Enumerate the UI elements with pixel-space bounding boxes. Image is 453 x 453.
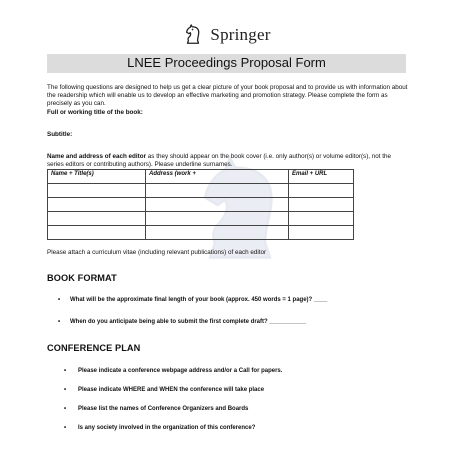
book-format-heading: BOOK FORMAT xyxy=(47,273,117,283)
conference-organizers-item: Please list the names of Conference Organizers and Boards xyxy=(78,406,249,412)
header-address: Address (work + xyxy=(146,170,289,184)
editors-label-rest: as they should appear on the book cover (i.e. only author(s) or volume editor(s), not the series editors or contributing authors). Please underline surnames. xyxy=(47,153,392,169)
cv-note: Please attach a curriculum vitae (including relevant publications) of each editor xyxy=(47,249,267,256)
bullet-icon: • xyxy=(64,425,67,431)
cell-address[interactable] xyxy=(146,226,289,240)
cell-name[interactable] xyxy=(48,198,146,212)
cell-email[interactable] xyxy=(289,184,354,198)
header-name: Name + Title(s) xyxy=(48,170,146,184)
conference-webpage-item: Please indicate a conference webpage address and/or a Call for papers. xyxy=(78,368,283,374)
draft-date-question: When do you anticipate being able to submit the first complete draft? ___________ xyxy=(70,319,307,325)
table-row xyxy=(48,184,354,198)
cell-address[interactable] xyxy=(146,212,289,226)
table-row xyxy=(48,226,354,240)
cell-name[interactable] xyxy=(48,212,146,226)
bullet-icon: • xyxy=(64,368,67,374)
cell-email[interactable] xyxy=(289,198,354,212)
bullet-icon: • xyxy=(64,406,67,412)
header-email: Email + URL xyxy=(289,170,354,184)
cell-email[interactable] xyxy=(289,212,354,226)
bullet-icon: • xyxy=(58,297,61,303)
bullet-icon: • xyxy=(64,387,67,393)
conference-plan-heading: CONFERENCE PLAN xyxy=(47,343,141,353)
editor-table-header xyxy=(48,170,354,184)
cell-email[interactable] xyxy=(289,226,354,240)
cell-address[interactable] xyxy=(146,198,289,212)
society-involvement-item: Is any society involved in the organization of this conference? xyxy=(78,425,256,431)
full-title-label: Full or working title of the book: xyxy=(47,109,143,116)
subtitle-label: Subtitle: xyxy=(47,131,73,138)
form-title: LNEE Proceedings Proposal Form xyxy=(127,55,326,70)
bullet-icon: • xyxy=(58,319,61,325)
cell-name[interactable] xyxy=(48,226,146,240)
cell-address[interactable] xyxy=(146,184,289,198)
editor-table xyxy=(47,169,354,240)
cell-name[interactable] xyxy=(48,184,146,198)
intro-text: The following questions are designed to help us get a clear picture of your book proposal and to provide us with information about the readership which will enable us to develop an effective marketing and promotion strategy. Please complete the form as precisely as you can. xyxy=(47,84,408,108)
conference-where-when-item: Please indicate WHERE and WHEN the conference will take place xyxy=(78,387,265,393)
brand-name: Springer xyxy=(210,25,271,44)
table-row xyxy=(48,198,354,212)
chess-knight-icon xyxy=(182,24,204,46)
table-row xyxy=(48,212,354,226)
book-length-question: What will be the approximate final length of your book (approx. 450 words = 1 page)? ____ xyxy=(70,297,328,303)
editors-label-bold: Name and address of each editor xyxy=(47,153,147,160)
springer-logo xyxy=(0,24,453,46)
